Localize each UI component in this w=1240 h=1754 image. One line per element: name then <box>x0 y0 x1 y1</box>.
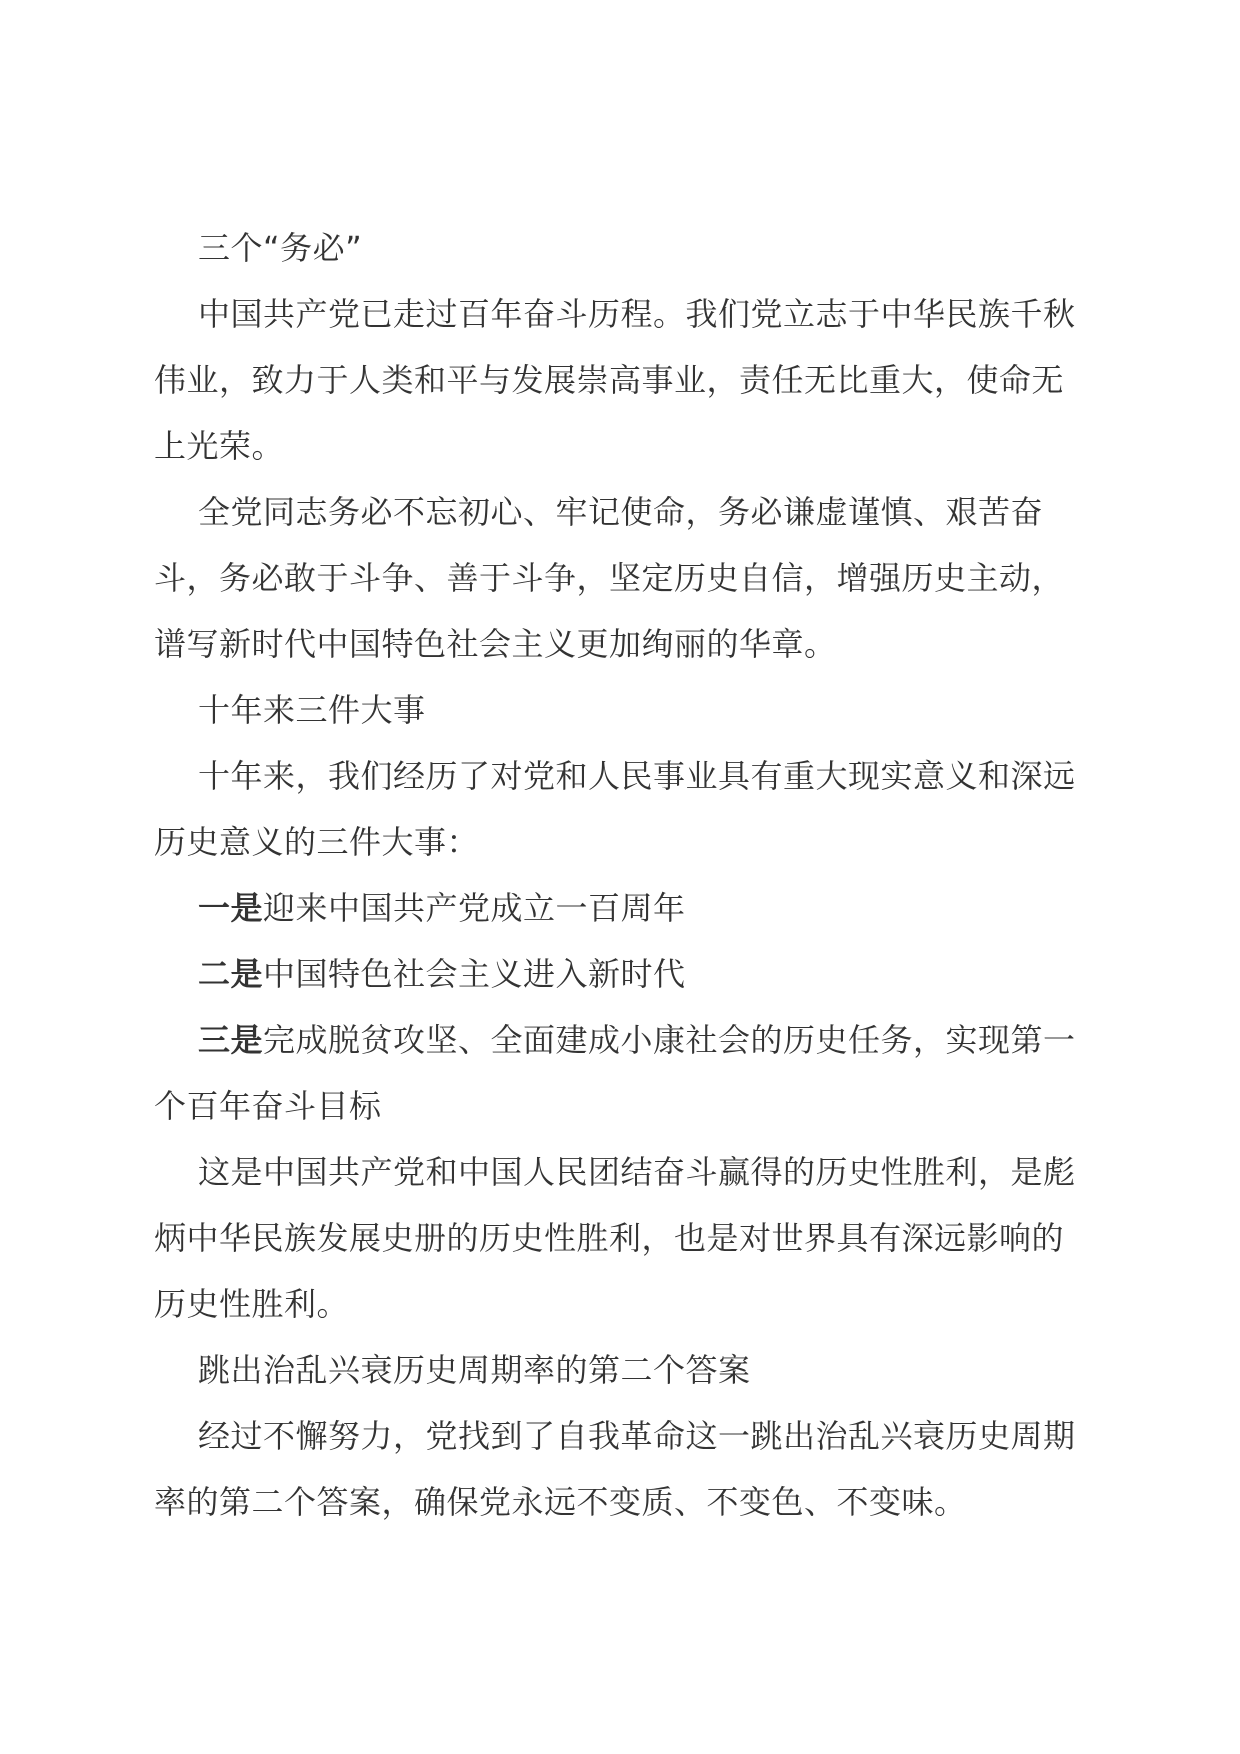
list-item-lead: 二是 <box>198 955 264 993</box>
paragraph-historic-victory: 这是中国共产党和中国人民团结奋斗赢得的历史性胜利，是彪炳中华民族发展史册的历史性胜利，也是对世界具有深远影响的历史性胜利。 <box>154 1153 1076 1323</box>
list-item-third <box>154 1007 1094 1139</box>
section-heading-three-musts: 三个“务必” <box>198 229 363 267</box>
list-item-first <box>154 875 1094 941</box>
list-item-text: 完成脱贫攻坚、全面建成小康社会的历史任务，实现第一个百年奋斗目标 <box>154 1021 1076 1125</box>
paragraph-three-events-intro: 十年来，我们经历了对党和人民事业具有重大现实意义和深远历史意义的三件大事： <box>154 757 1076 861</box>
section-heading-three-events: 十年来三件大事 <box>198 691 426 729</box>
document-body <box>154 215 1094 1535</box>
list-item-second <box>154 941 1094 1007</box>
paragraph-self-revolution: 经过不懈努力，党找到了自我革命这一跳出治乱兴衰历史周期率的第二个答案，确保党永远不变质、不变色、不变味。 <box>154 1417 1076 1521</box>
list-item-text: 中国特色社会主义进入新时代 <box>263 955 686 993</box>
section-heading-second-answer: 跳出治乱兴衰历史周期率的第二个答案 <box>198 1351 751 1389</box>
paragraph-three-musts-detail: 全党同志务必不忘初心、牢记使命，务必谦虚谨慎、艰苦奋斗，务必敢于斗争、善于斗争，坚定历史自信，增强历史主动，谱写新时代中国特色社会主义更加绚丽的华章。 <box>154 493 1065 663</box>
list-item-lead: 三是 <box>198 1021 264 1059</box>
paragraph-century-struggle: 中国共产党已走过百年奋斗历程。我们党立志于中华民族千秋伟业，致力于人类和平与发展崇高事业，责任无比重大，使命无上光荣。 <box>154 295 1076 465</box>
list-item-text: 迎来中国共产党成立一百周年 <box>263 889 686 927</box>
list-item-lead: 一是 <box>198 889 264 927</box>
